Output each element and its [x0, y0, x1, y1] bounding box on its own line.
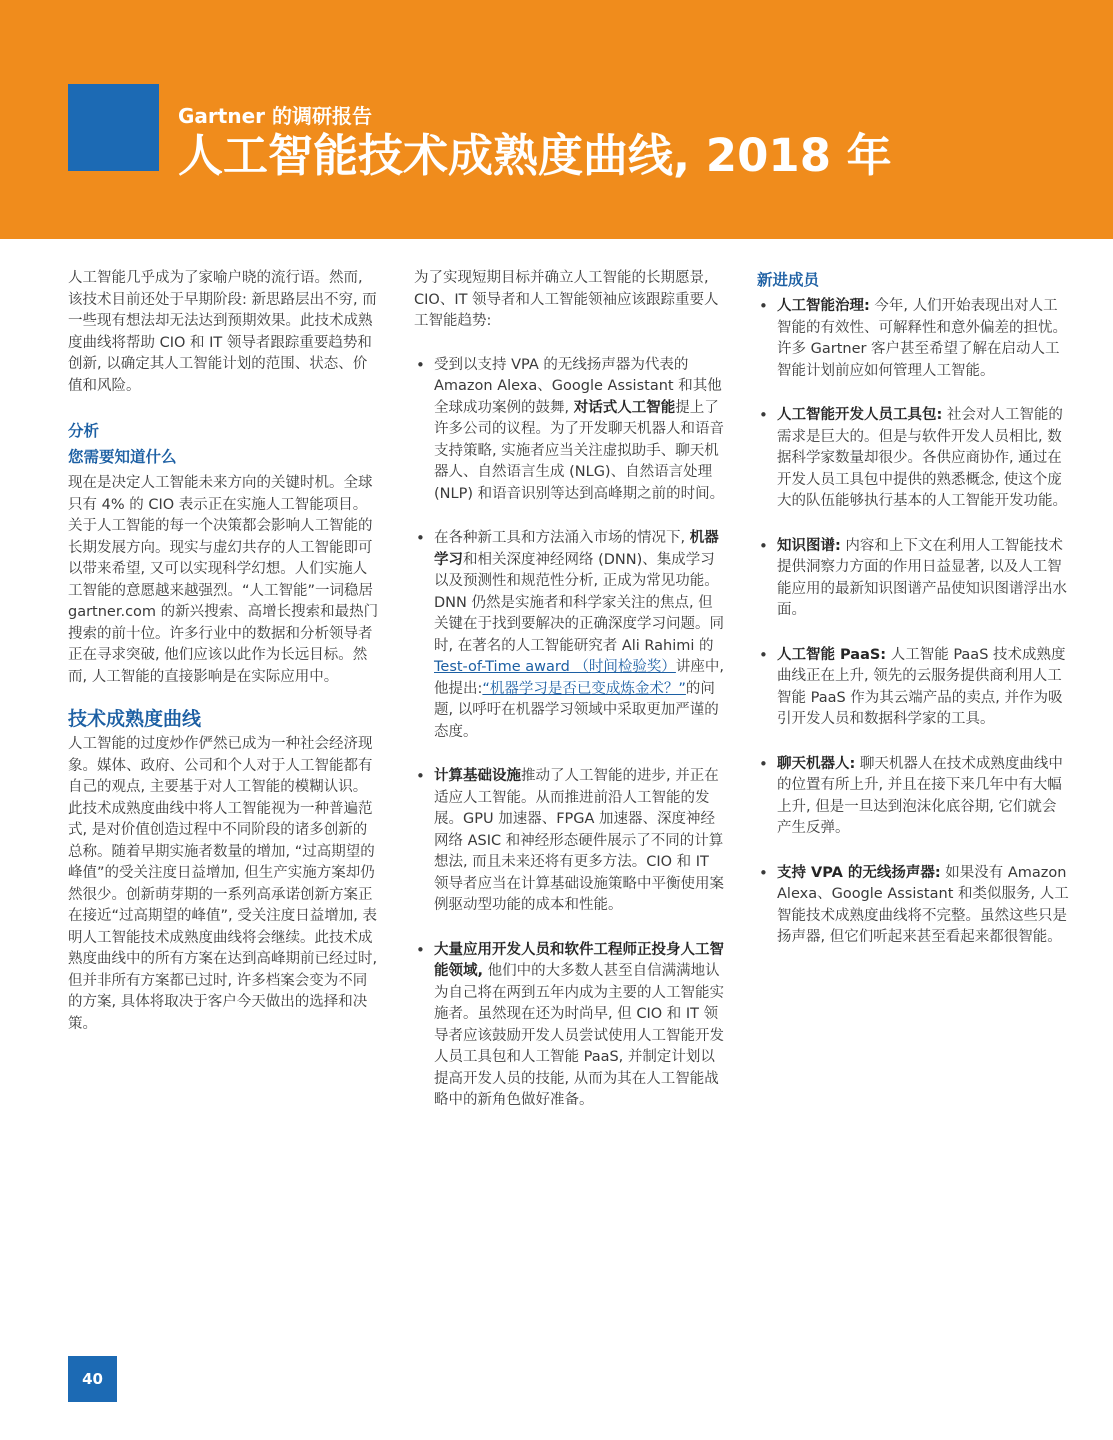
- intro-paragraph: 人工智能几乎成为了家喻户晓的流行语。然而, 该技术目前还处于早期阶段: 新思路层出不穷, 而一些现有想法却无法达到预期效果。此技术成熟度曲线将帮助 CIO 和 IT 领导者跟踪重要趋势和创新, 以确定其人工智能计划的范围、状态、价值和风险。: [68, 270, 377, 394]
- list-item: • 知识图谱: 内容和上下文在利用人工智能技术提供洞察力方面的作用日益显著, 以及人工智能应用的最新知识图谱产品使知识图谱浮出水面。: [757, 536, 1069, 622]
- report-kicker: Gartner 的调研报告: [178, 104, 372, 128]
- test-of-time-award-link[interactable]: Test-of-Time award （时间检验奖）: [434, 659, 676, 675]
- alchemy-question-link[interactable]: “机器学习是否已变成炼金术？”: [482, 680, 686, 697]
- hype-cycle-paragraph: 人工智能的过度炒作俨然已成为一种社会经济现象。媒体、政府、公司和个人对于人工智能都有自己的观点, 主要基于对人工智能的模糊认识。此技术成熟度曲线中将人工智能视为一种普遍范式, 是对价值创造过程中不同阶段的诸多创新的总称。随着早期实施者数量的增加, “过高期望的峰值”的受关注度日益增加, 但生产实施方案却仍然很少。创新萌芽期的一系列高承诺创新方案正在接近“过高期望的峰值”, 受关注度日益增加, 表明人工智能技术成熟度曲线将会继续。此技术成熟度曲线中的所有方案在达到高峰期前已经过时, 但并非所有方案都已过时, 许多档案会变为不同的方案, 具体将取决于客户今天做出的选择和决策。: [68, 736, 378, 1032]
- list-item: • 人工智能开发人员工具包: 社会对人工智能的需求是巨大的。但是与软件开发人员相比, 数据科学家数量却很少。各供应商协作, 通过在开发人员工具包中提供的熟悉概念, 使这个庞大的队伍能够执行基本的人工智能开发功能。: [757, 405, 1069, 513]
- developers-term: 大量应用开发人员和软件工程师正投身人工智能领域,: [434, 941, 724, 979]
- analysis-heading: 分析: [68, 422, 100, 440]
- new-entrants-heading: 新进成员: [757, 271, 820, 289]
- need-to-know-heading: 您需要知道什么: [68, 448, 177, 466]
- trends-list: [414, 355, 726, 1112]
- list-item: • 受到以支持 VPA 的无线扬声器为代表的 Amazon Alexa、Google Assistant 和其他全球成功案例的鼓舞, 对话式人工智能提上了许多公司的议程。为了开发聊天机器人和语音支持策略, 实施者应当关注虚拟助手、聊天机器人、自然语言生成 (NLG)、自然语言处理 (NLP) 和语音识别等达到高峰期之前的时间。: [414, 355, 726, 506]
- column-left: [68, 268, 380, 1035]
- machine-learning-term: 机器学习: [434, 530, 719, 568]
- brand-square: [68, 84, 159, 171]
- list-item: • 支持 VPA 的无线扬声器: 如果没有 Amazon Alexa、Google Assistant 和类似服务, 人工智能技术成熟度曲线将不完整。虽然这些只是扬声器, 但它们听起来甚至看起来都很智能。: [757, 863, 1069, 949]
- column-right: [757, 268, 1069, 949]
- column-middle: [414, 268, 726, 1112]
- hype-cycle-heading: 技术成熟度曲线: [68, 708, 202, 730]
- page-title: 人工智能技术成熟度曲线, 2018 年: [178, 129, 892, 182]
- list-item: • 人工智能 PaaS: 人工智能 PaaS 技术成熟度曲线正在上升, 领先的云服务提供商利用人工智能 PaaS 作为其云端产品的卖点, 并作为吸引开发人员和数据科学家的工具。: [757, 645, 1069, 731]
- compute-infrastructure-term: 计算基础设施: [434, 768, 521, 784]
- list-item: • 计算基础设施推动了人工智能的进步, 并正在适应人工智能。从而推进前沿人工智能的发展。GPU 加速器、FPGA 加速器、深度神经网络 ASIC 和神经形态硬件展示了不同的计算想法, 而且未来还将有更多方法。CIO 和 IT 领导者应当在计算基础设施策略中平衡使用案例驱动型功能的成本和性能。: [414, 766, 726, 917]
- list-item: • 在各种新工具和方法涌入市场的情况下, 机器学习和相关深度神经网络 (DNN)、集成学习以及预测性和规范性分析, 正成为常见功能。DNN 仍然是实施者和科学家关注的焦点, 但关键在于找到要解决的正确深度学习问题。同时, 在著名的人工智能研究者 Ali Rahimi 的 Test-of-Time award （时间检验奖）讲座中, 他提出:“机器学习是否已变成炼金术？”的问题, 以呼吁在机器学习领域中采取更加严谨的态度。: [414, 528, 726, 743]
- list-item: • 人工智能治理: 今年, 人们开始表现出对人工智能的有效性、可解释性和意外偏差的担忧。许多 Gartner 客户甚至希望了解在启动人工智能计划前应如何管理人工智能。: [757, 296, 1069, 382]
- need-to-know-paragraph: 现在是决定人工智能未来方向的关键时机。全球只有 4% 的 CIO 表示正在实施人工智能项目。关于人工智能的每一个决策都会影响人工智能的长期发展方向。现实与虚幻共存的人工智能即可以带来希望, 又可以实现科学幻想。人们实施人工智能的意愿越来越强烈。“人工智能”一词稳居 gartner.com 的新兴搜索、高增长搜索和最热门搜索的前十位。许多行业中的数据和分析领导者正在寻求突破, 他们应该以此作为长远目标。然而, 人工智能的直接影响是在实际应用中。: [68, 475, 379, 685]
- trends-intro: 为了实现短期目标并确立人工智能的长期愿景, CIO、IT 领导者和人工智能领袖应该跟踪重要人工智能趋势:: [414, 270, 719, 329]
- list-item: • 大量应用开发人员和软件工程师正投身人工智能领域, 他们中的大多数人甚至自信满满地认为自己将在两到五年内成为主要的人工智能实施者。虽然现在还为时尚早, 但 CIO 和 IT 领导者应该鼓励开发人员尝试使用人工智能开发人员工具包和人工智能 PaaS, 并制定计划以提高开发人员的技能, 从而为其在人工智能战略中的新角色做好准备。: [414, 940, 726, 1112]
- conversational-ai-term: 对话式人工智能: [573, 399, 676, 416]
- page-number: 40: [68, 1356, 117, 1402]
- header-banner: [0, 0, 1113, 239]
- list-item: • 聊天机器人: 聊天机器人在技术成熟度曲线中的位置有所上升, 并且在接下来几年中有大幅上升, 但是一旦达到泡沫化底谷期, 它们就会产生反弹。: [757, 754, 1069, 840]
- new-entrants-list: [757, 296, 1069, 949]
